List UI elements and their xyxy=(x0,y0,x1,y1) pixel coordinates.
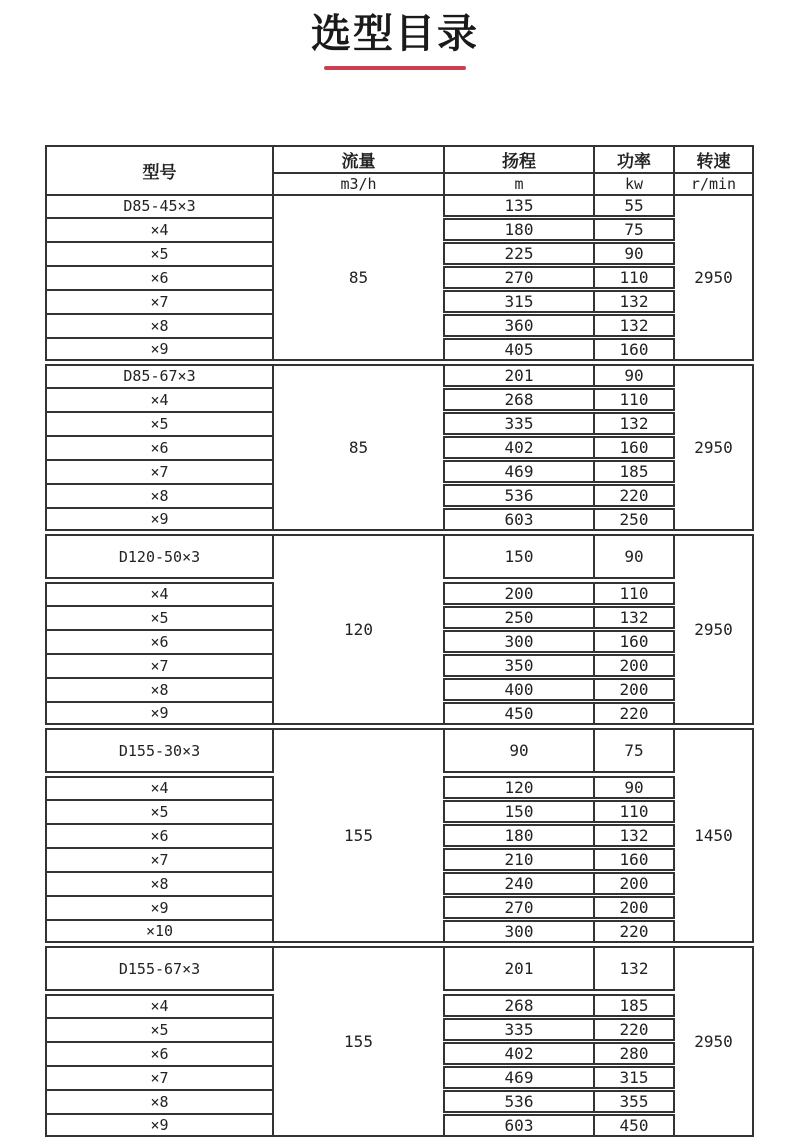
table-row xyxy=(46,945,753,993)
model-cell: ×8 xyxy=(46,314,273,338)
power-cell: 315 xyxy=(594,1066,674,1090)
power-cell: 220 xyxy=(594,920,674,945)
head-cell: 335 xyxy=(444,412,594,436)
table-body xyxy=(46,195,753,1136)
power-cell: 110 xyxy=(594,266,674,290)
model-cell: ×5 xyxy=(46,1018,273,1042)
head-cell: 240 xyxy=(444,872,594,896)
head-cell: 402 xyxy=(444,1042,594,1066)
head-cell: 225 xyxy=(444,242,594,266)
model-cell: D85-45×3 xyxy=(46,195,273,218)
model-cell: ×8 xyxy=(46,872,273,896)
table-row xyxy=(46,363,753,388)
power-cell: 200 xyxy=(594,896,674,920)
model-cell: ×10 xyxy=(46,920,273,945)
speed-cell: 2950 xyxy=(674,363,753,533)
col-unit-flow: m3/h xyxy=(273,173,444,195)
model-cell: ×5 xyxy=(46,800,273,824)
col-header-model: 型号 xyxy=(46,146,273,195)
model-cell: ×5 xyxy=(46,242,273,266)
power-cell: 132 xyxy=(594,606,674,630)
power-cell: 185 xyxy=(594,993,674,1018)
speed-cell: 2950 xyxy=(674,945,753,1137)
model-cell: ×8 xyxy=(46,1090,273,1114)
table-row xyxy=(46,533,753,581)
model-cell: ×4 xyxy=(46,581,273,606)
power-cell: 160 xyxy=(594,436,674,460)
power-cell: 185 xyxy=(594,460,674,484)
model-cell: ×6 xyxy=(46,824,273,848)
col-unit-head: m xyxy=(444,173,594,195)
flow-cell: 155 xyxy=(273,945,444,1137)
power-cell: 110 xyxy=(594,581,674,606)
power-cell: 90 xyxy=(594,242,674,266)
table-row xyxy=(46,727,753,775)
head-cell: 335 xyxy=(444,1018,594,1042)
power-cell: 160 xyxy=(594,630,674,654)
head-cell: 603 xyxy=(444,1114,594,1137)
col-header-head: 扬程 xyxy=(444,146,594,173)
power-cell: 200 xyxy=(594,654,674,678)
head-cell: 250 xyxy=(444,606,594,630)
model-cell: ×9 xyxy=(46,1114,273,1137)
head-cell: 180 xyxy=(444,824,594,848)
model-cell: ×5 xyxy=(46,412,273,436)
speed-cell: 2950 xyxy=(674,533,753,727)
power-cell: 160 xyxy=(594,848,674,872)
power-cell: 160 xyxy=(594,338,674,363)
power-cell: 200 xyxy=(594,678,674,702)
head-cell: 150 xyxy=(444,533,594,581)
power-cell: 280 xyxy=(594,1042,674,1066)
flow-cell: 85 xyxy=(273,195,444,363)
model-cell: ×6 xyxy=(46,436,273,460)
model-cell: ×7 xyxy=(46,1066,273,1090)
model-cell: ×8 xyxy=(46,678,273,702)
power-cell: 110 xyxy=(594,800,674,824)
power-cell: 250 xyxy=(594,508,674,533)
model-cell: ×4 xyxy=(46,218,273,242)
power-cell: 110 xyxy=(594,388,674,412)
model-cell: ×6 xyxy=(46,1042,273,1066)
power-cell: 200 xyxy=(594,872,674,896)
power-cell: 132 xyxy=(594,945,674,993)
col-header-power: 功率 xyxy=(594,146,674,173)
model-cell: ×9 xyxy=(46,338,273,363)
head-cell: 300 xyxy=(444,920,594,945)
head-cell: 200 xyxy=(444,581,594,606)
head-cell: 268 xyxy=(444,993,594,1018)
model-cell: ×4 xyxy=(46,775,273,800)
col-unit-power: kw xyxy=(594,173,674,195)
table-header xyxy=(46,146,753,195)
model-cell: ×7 xyxy=(46,290,273,314)
selection-catalog-table xyxy=(45,145,754,1137)
model-cell: D155-67×3 xyxy=(46,945,273,993)
model-cell: D85-67×3 xyxy=(46,363,273,388)
power-cell: 90 xyxy=(594,533,674,581)
head-cell: 450 xyxy=(444,702,594,727)
head-cell: 268 xyxy=(444,388,594,412)
model-cell: ×4 xyxy=(46,388,273,412)
power-cell: 90 xyxy=(594,775,674,800)
col-header-speed: 转速 xyxy=(674,146,753,173)
head-cell: 536 xyxy=(444,484,594,508)
power-cell: 132 xyxy=(594,314,674,338)
model-cell: ×8 xyxy=(46,484,273,508)
model-cell: ×7 xyxy=(46,848,273,872)
head-cell: 350 xyxy=(444,654,594,678)
header-row-names xyxy=(46,146,753,173)
power-cell: 132 xyxy=(594,824,674,848)
title-underline-accent xyxy=(324,66,466,70)
model-cell: D120-50×3 xyxy=(46,533,273,581)
model-cell: ×4 xyxy=(46,993,273,1018)
model-cell: ×7 xyxy=(46,460,273,484)
head-cell: 90 xyxy=(444,727,594,775)
power-cell: 75 xyxy=(594,727,674,775)
power-cell: 220 xyxy=(594,484,674,508)
head-cell: 469 xyxy=(444,460,594,484)
model-cell: ×9 xyxy=(46,508,273,533)
power-cell: 55 xyxy=(594,195,674,218)
model-cell: ×9 xyxy=(46,896,273,920)
speed-cell: 2950 xyxy=(674,195,753,363)
head-cell: 210 xyxy=(444,848,594,872)
head-cell: 270 xyxy=(444,266,594,290)
model-cell: ×9 xyxy=(46,702,273,727)
head-cell: 201 xyxy=(444,363,594,388)
model-cell: ×6 xyxy=(46,630,273,654)
head-cell: 315 xyxy=(444,290,594,314)
table-row xyxy=(46,195,753,218)
power-cell: 220 xyxy=(594,702,674,727)
flow-cell: 120 xyxy=(273,533,444,727)
flow-cell: 155 xyxy=(273,727,444,945)
head-cell: 150 xyxy=(444,800,594,824)
col-header-flow: 流量 xyxy=(273,146,444,173)
power-cell: 90 xyxy=(594,363,674,388)
head-cell: 536 xyxy=(444,1090,594,1114)
head-cell: 405 xyxy=(444,338,594,363)
head-cell: 360 xyxy=(444,314,594,338)
head-cell: 270 xyxy=(444,896,594,920)
head-cell: 469 xyxy=(444,1066,594,1090)
power-cell: 75 xyxy=(594,218,674,242)
speed-cell: 1450 xyxy=(674,727,753,945)
head-cell: 135 xyxy=(444,195,594,218)
power-cell: 450 xyxy=(594,1114,674,1137)
head-cell: 201 xyxy=(444,945,594,993)
head-cell: 603 xyxy=(444,508,594,533)
power-cell: 132 xyxy=(594,412,674,436)
head-cell: 120 xyxy=(444,775,594,800)
head-cell: 400 xyxy=(444,678,594,702)
head-cell: 300 xyxy=(444,630,594,654)
head-cell: 180 xyxy=(444,218,594,242)
model-cell: ×5 xyxy=(46,606,273,630)
model-cell: ×7 xyxy=(46,654,273,678)
model-cell: D155-30×3 xyxy=(46,727,273,775)
power-cell: 220 xyxy=(594,1018,674,1042)
head-cell: 402 xyxy=(444,436,594,460)
flow-cell: 85 xyxy=(273,363,444,533)
power-cell: 132 xyxy=(594,290,674,314)
col-unit-speed: r/min xyxy=(674,173,753,195)
power-cell: 355 xyxy=(594,1090,674,1114)
model-cell: ×6 xyxy=(46,266,273,290)
page-title: 选型目录 xyxy=(311,11,479,57)
